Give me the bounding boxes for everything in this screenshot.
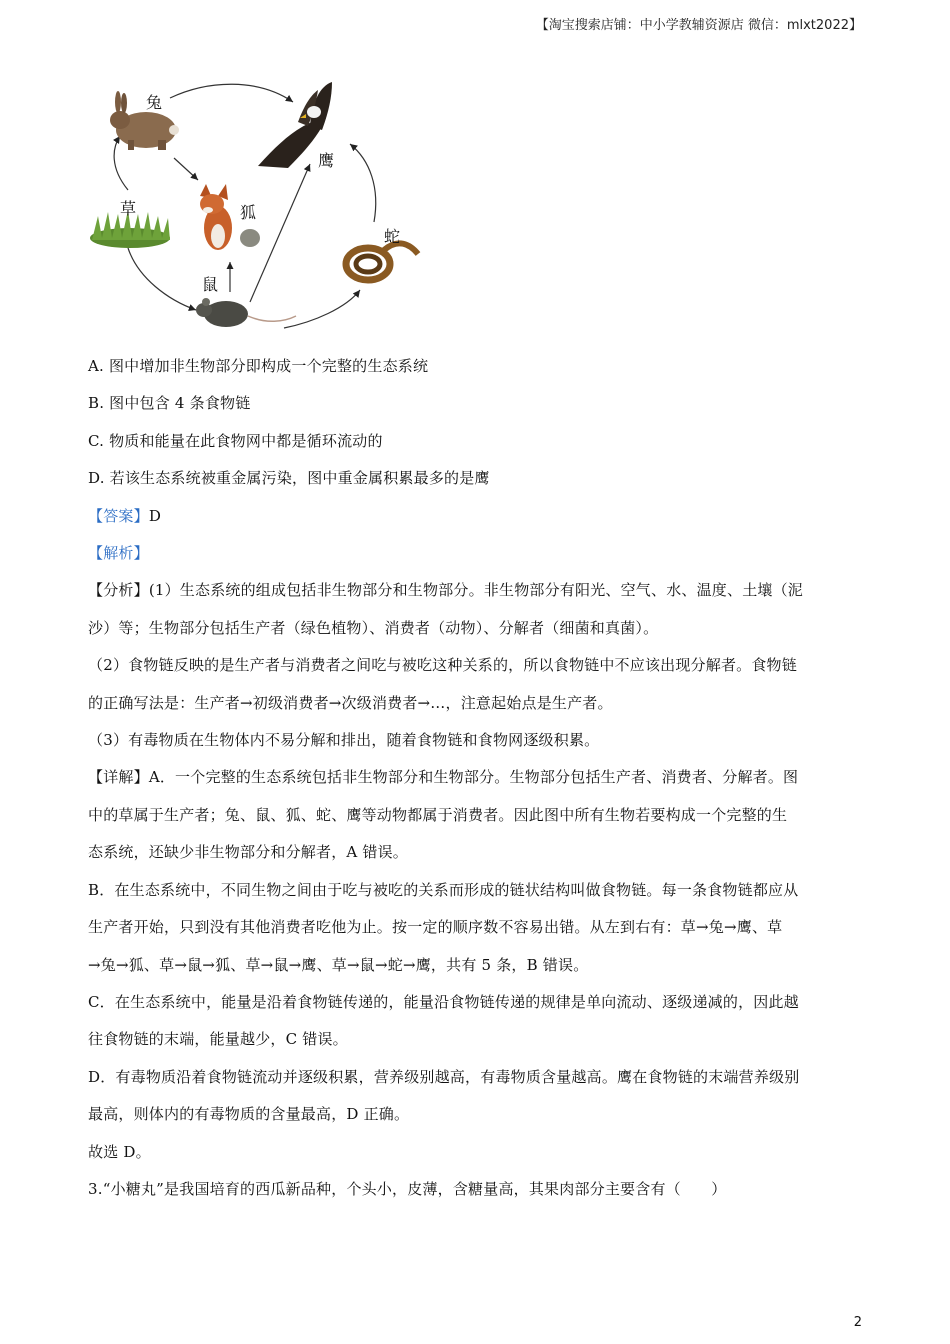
paragraph-tag: 【分析】 xyxy=(88,581,149,600)
analysis-heading xyxy=(88,535,863,572)
arrow-rabbit-eagle xyxy=(170,84,293,102)
conclusion-paragraph xyxy=(88,1134,863,1171)
arrow-grass-mouse xyxy=(128,248,196,310)
snake-illustration xyxy=(346,243,418,280)
analysis-paragraph-1 xyxy=(88,572,863,647)
paragraph-line: B．在生态系统中，不同生物之间由于吃与被吃的关系而形成的链状结构叫做食物链。每一条食物链都应从 xyxy=(88,880,799,899)
label-snake: 蛇 xyxy=(384,227,401,246)
label-rabbit: 兔 xyxy=(146,93,163,112)
next-question: 3.“小糖丸”是我国培育的西瓜新品种，个头小，皮薄，含糖量高，其果肉部分主要含有（ ） xyxy=(88,1179,727,1198)
arrow-mouse-eagle xyxy=(250,164,310,302)
label-eagle: 鹰 xyxy=(318,151,335,170)
answer-tag: 【答案】 xyxy=(88,506,149,525)
page-number: 2 xyxy=(853,1315,862,1330)
paragraph-line: 生产者开始，只到没有其他消费者吃他为止。按一定的顺序数不容易出错。从左到右有：草→兔→鹰、草 xyxy=(88,918,783,937)
paragraph-line: 故选 D。 xyxy=(88,1142,151,1161)
paragraph-line: C．在生态系统中，能量是沿着食物链传递的，能量沿食物链传递的规律是单向流动、逐级递减的，因此越 xyxy=(88,992,799,1011)
paragraph-line: （2）食物链反映的是生产者与消费者之间吃与被吃这种关系的，所以食物链中不应该出现分解者。食物链 xyxy=(88,656,797,675)
paragraph-line xyxy=(88,759,863,796)
paragraph-line: 态系统，还缺少非生物部分和分解者，A 错误。 xyxy=(88,843,409,862)
answer-value: D xyxy=(148,506,162,525)
detail-paragraph-b xyxy=(88,872,863,984)
arrow-rabbit-fox xyxy=(174,158,198,180)
paragraph-text: A．一个完整的生态系统包括非生物部分和生物部分。生物部分包括生产者、消费者、分解者。图 xyxy=(148,768,799,787)
paragraph-line xyxy=(88,572,863,609)
detail-paragraph-a xyxy=(88,759,863,871)
arrow-mouse-snake xyxy=(284,290,360,328)
paragraph-line: 的正确写法是：生产者→初级消费者→次级消费者→…，注意起始点是生产者。 xyxy=(88,693,613,712)
food-web-diagram xyxy=(88,78,440,340)
paragraph-line: →兔→狐、草→鼠→狐、草→鼠→鹰、草→鼠→蛇→鹰，共有 5 条，B 错误。 xyxy=(88,955,589,974)
paragraph-line: 沙）等；生物部分包括生产者（绿色植物）、消费者（动物）、分解者（细菌和真菌）。 xyxy=(88,618,659,637)
detail-paragraph-c xyxy=(88,984,863,1059)
page-header: 【淘宝搜索店铺：中小学教辅资源店 微信：mlxt2022】 xyxy=(535,18,862,33)
detail-paragraph-d xyxy=(88,1059,863,1134)
option-c: C. 物质和能量在此食物网中都是循环流动的 xyxy=(88,431,383,450)
option-b: B. 图中包含 4 条食物链 xyxy=(88,394,251,413)
arrow-snake-eagle xyxy=(350,144,376,222)
analysis-paragraph-2 xyxy=(88,647,863,722)
food-web-svg xyxy=(88,78,440,340)
mouse-illustration xyxy=(196,298,296,327)
analysis-tag: 【解析】 xyxy=(88,544,149,563)
paragraph-line: 最高，则体内的有毒物质的含量最高，D 正确。 xyxy=(88,1105,410,1124)
paragraph-text: (1）生态系统的组成包括非生物部分和生物部分。非生物部分有阳光、空气、水、温度、土壤（泥 xyxy=(148,581,804,600)
label-fox: 狐 xyxy=(240,203,257,222)
paragraph-tag: 【详解】 xyxy=(88,768,149,787)
paragraph-line: D．有毒物质沿着食物链流动并逐级积累，营养级别越高，有毒物质含量越高。鹰在食物链的末端营养级别 xyxy=(88,1067,800,1086)
analysis-paragraph-3 xyxy=(88,722,863,759)
answer-line xyxy=(88,498,863,535)
paragraph-line: （3）有毒物质在生物体内不易分解和排出，随着食物链和食物网逐级积累。 xyxy=(88,731,600,750)
arrow-grass-rabbit xyxy=(114,136,128,190)
paragraph-line: 往食物链的末端，能量越少，C 错误。 xyxy=(88,1030,348,1049)
paragraph-line: 中的草属于生产者；兔、鼠、狐、蛇、鹰等动物都属于消费者。因此图中所有生物若要构成一个完整的生 xyxy=(88,805,788,824)
option-a: A. 图中增加非生物部分即构成一个完整的生态系统 xyxy=(88,357,429,375)
rabbit-illustration xyxy=(110,91,179,150)
label-grass: 草 xyxy=(120,199,137,218)
question-body xyxy=(88,348,863,1208)
option-d: D. 若该生态系统被重金属污染，图中重金属积累最多的是鹰 xyxy=(88,469,490,488)
label-mouse: 鼠 xyxy=(202,275,219,294)
